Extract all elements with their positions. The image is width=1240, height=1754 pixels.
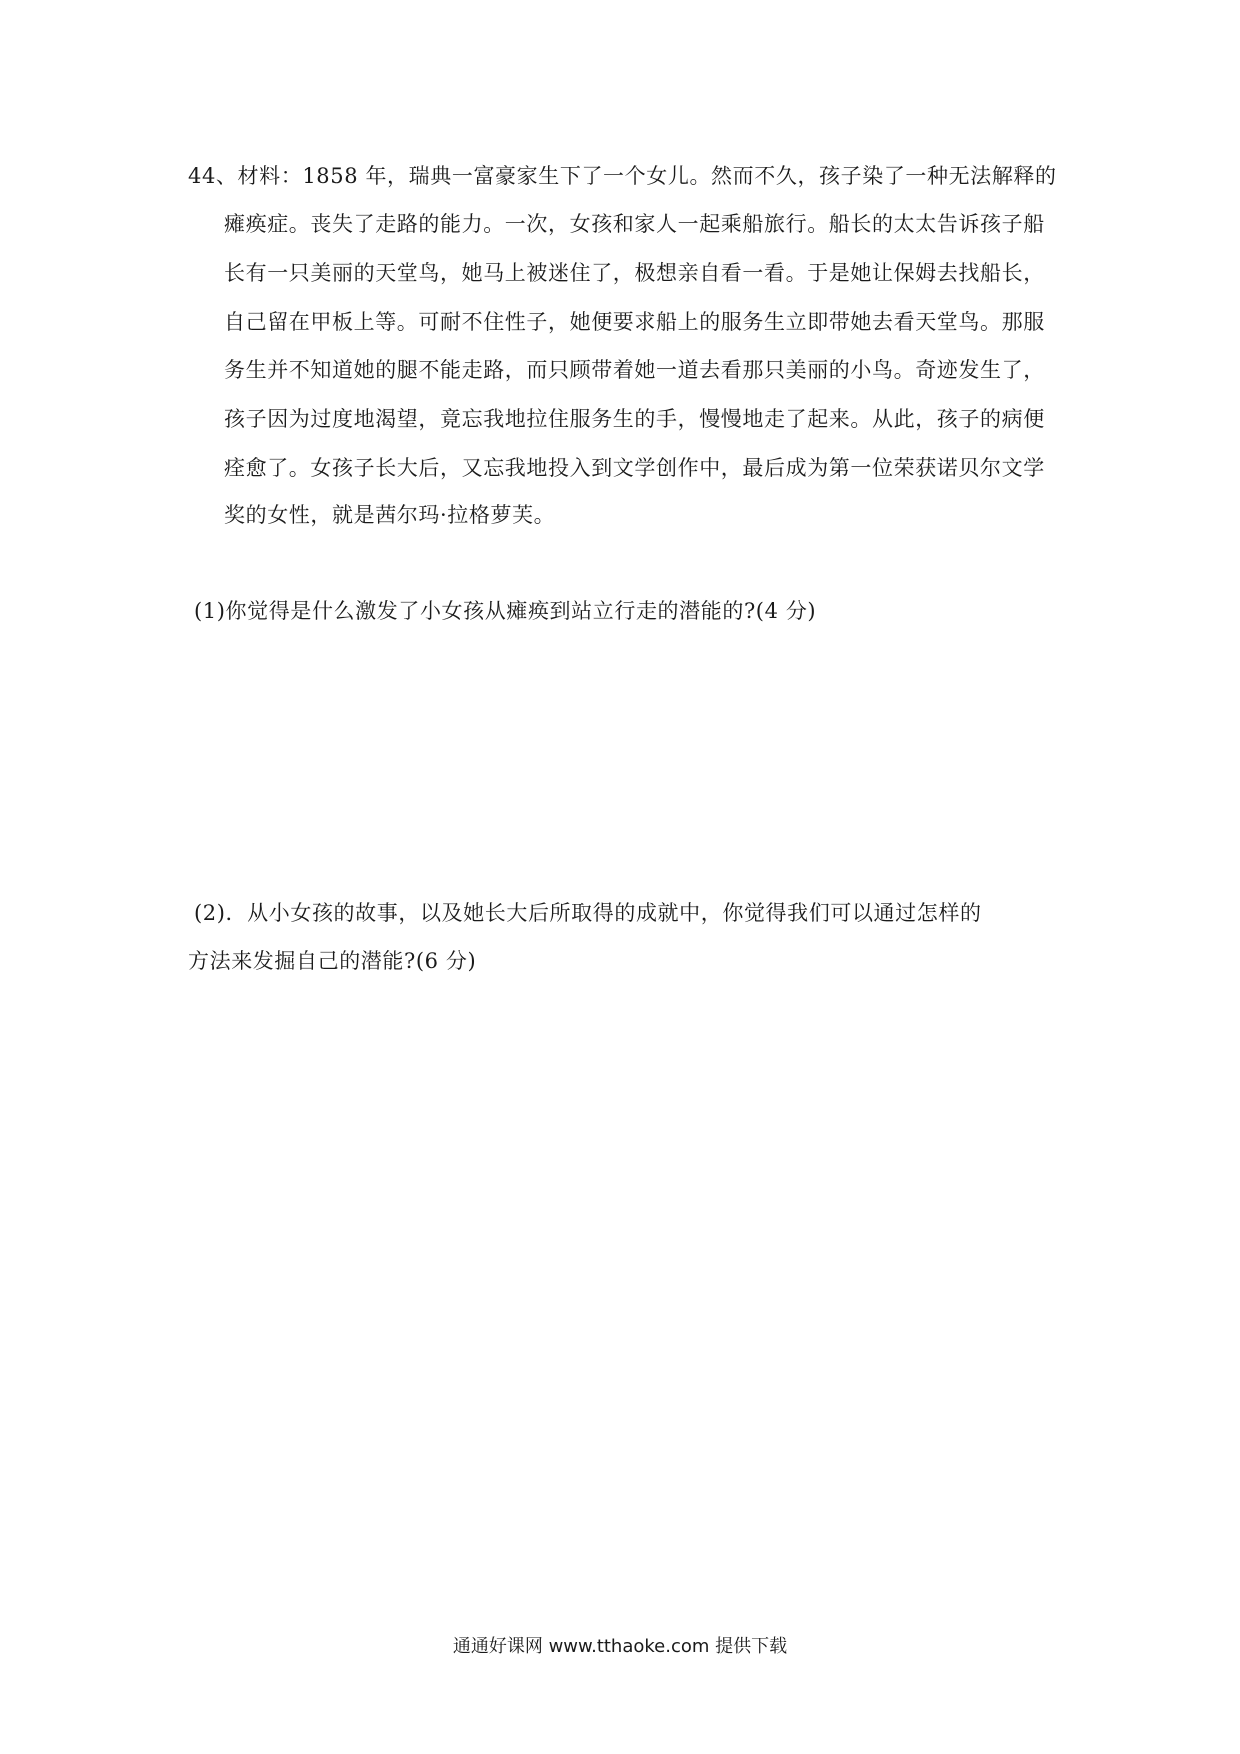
material-line: 奖的女性，就是茜尔玛·拉格萝芙。	[224, 503, 556, 527]
material-line: 瘫痪症。丧失了走路的能力。一次，女孩和家人一起乘船旅行。船长的太太告诉孩子船	[224, 212, 1045, 236]
material-line: 痊愈了。女孩子长大后，又忘我地投入到文学创作中，最后成为第一位荣获诺贝尔文学	[224, 456, 1045, 480]
sub-question-2-line: 方法来发掘自己的潜能?(6 分)	[188, 949, 477, 973]
page-footer: 通通好课网 www.tthaoke.com 提供下载	[452, 1636, 788, 1657]
material-line: 长有一只美丽的天堂鸟，她马上被迷住了，极想亲自看一看。于是她让保姆去找船长，	[224, 261, 1045, 285]
material-line: 44、材料：1858 年，瑞典一富豪家生下了一个女儿。然而不久，孩子染了一种无法解释的	[188, 164, 1057, 188]
material-line: 孩子因为过度地渴望，竟忘我地拉住服务生的手，慢慢地走了起来。从此，孩子的病便	[224, 407, 1045, 431]
material-line: 务生并不知道她的腿不能走路，而只顾带着她一道去看那只美丽的小鸟。奇迹发生了，	[224, 358, 1045, 382]
sub-question-1: (1)你觉得是什么激发了小女孩从瘫痪到站立行走的潜能的?(4 分)	[194, 599, 817, 623]
sub-question-2-line: (2)．从小女孩的故事，以及她长大后所取得的成就中，你觉得我们可以通过怎样的	[194, 901, 982, 925]
material-line: 自己留在甲板上等。可耐不住性子，她便要求船上的服务生立即带她去看天堂鸟。那服	[224, 310, 1045, 334]
